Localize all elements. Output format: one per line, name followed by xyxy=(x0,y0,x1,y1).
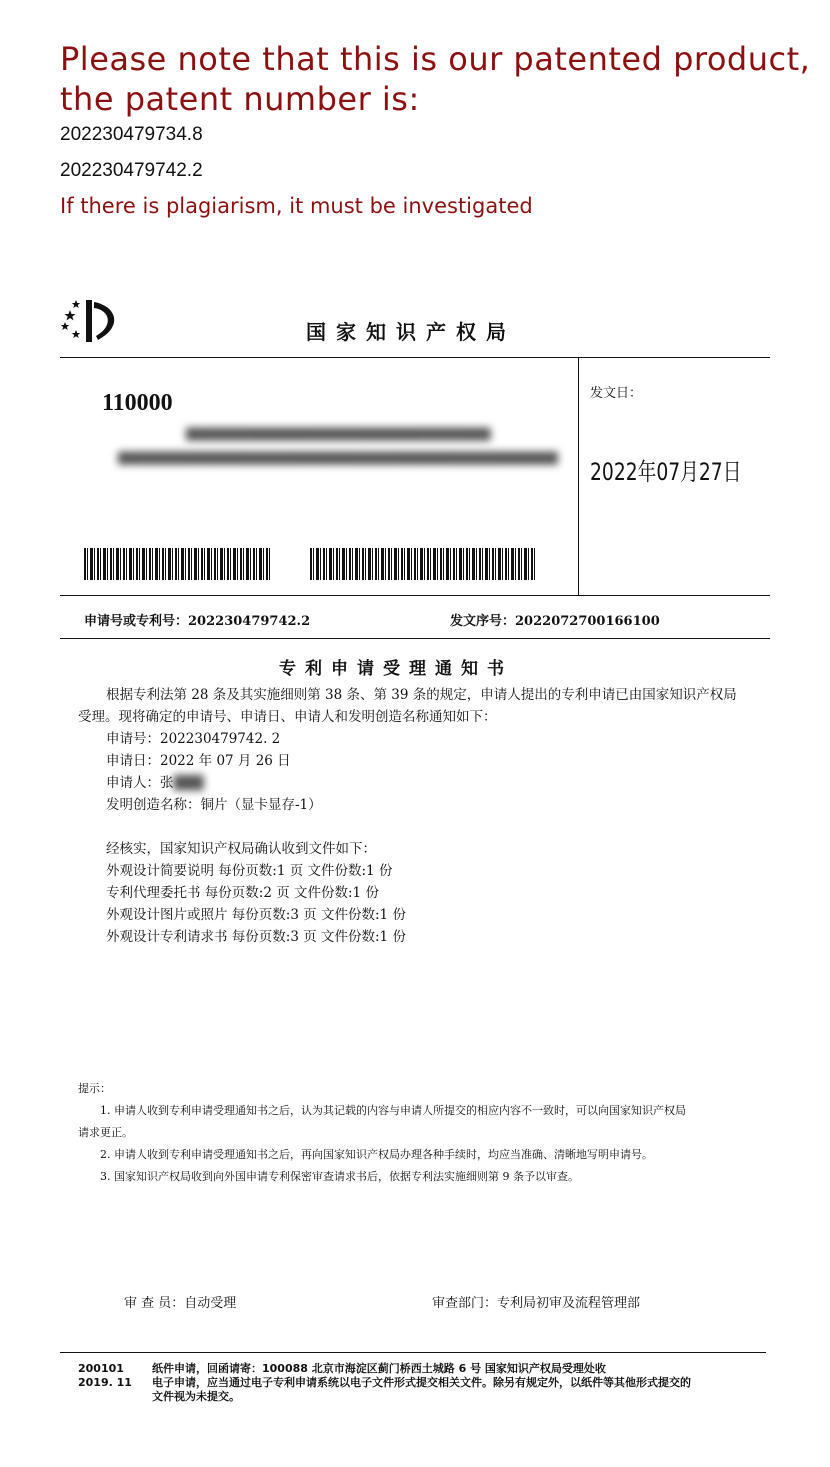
blurred-address-line1: ████████████████████████████████████ xyxy=(186,428,491,441)
application-number-value: 202230479742.2 xyxy=(188,614,311,629)
address-box-bottom-rule xyxy=(60,595,770,596)
cnipa-logo-icon xyxy=(58,296,128,346)
examiner: 审 查 员：自动受理 xyxy=(124,1296,237,1311)
file-item: 专利代理委托书 每份页数:2 页 文件份数:1 份 xyxy=(106,885,379,901)
notice-title: 专利申请受理通知书 xyxy=(279,659,513,679)
serial-number-value: 2022072700166100 xyxy=(515,614,660,629)
patent-number-1: 202230479734.8 xyxy=(60,124,203,145)
hint-1b: 请求更正。 xyxy=(78,1126,133,1139)
patent-notice-line2: the patent number is: xyxy=(60,80,420,118)
footer-electronic-application-1: 电子申请，应当通过电子专利申请系统以电子文件形式提交相关文件。除另有规定外，以纸件等其他形式提交的 xyxy=(152,1376,691,1389)
top-rule xyxy=(60,357,770,358)
date-divider xyxy=(578,358,579,596)
examination-department: 审查部门：专利局初审及流程管理部 xyxy=(432,1296,641,1311)
verified-text: 经核实，国家知识产权局确认收到文件如下： xyxy=(106,841,376,857)
footer-rule xyxy=(60,1352,766,1353)
footer-electronic-application-2: 文件视为未提交。 xyxy=(152,1390,240,1403)
file-item: 外观设计图片或照片 每份页数:3 页 文件份数:1 份 xyxy=(106,907,406,923)
patent-number-2: 202230479742.2 xyxy=(60,160,203,181)
issue-date-value: 2022年07月27日 xyxy=(590,458,742,486)
serial-number-label: 发文序号： xyxy=(450,614,516,629)
office-name: 国家知识产权局 xyxy=(306,320,516,344)
hint-1a: 1. 申请人收到专利申请受理通知书之后，认为其记载的内容与申请人所提交的相应内容不一致时，可以向国家知识产权局 xyxy=(100,1104,686,1117)
applicant-row xyxy=(106,772,204,795)
blurred-applicant-name: ███ xyxy=(173,776,204,791)
form-code: 200101 xyxy=(78,1362,124,1375)
hint-2: 2. 申请人收到专利申请受理通知书之后，再向国家知识产权局办理各种手续时，均应当准确、清晰地写明申请号。 xyxy=(100,1148,653,1161)
serial-number-row xyxy=(450,610,660,629)
file-item: 外观设计简要说明 每份页数:1 页 文件份数:1 份 xyxy=(106,863,393,879)
notice-intro-1: 根据专利法第 28 条及其实施细则第 38 条、第 39 条的规定，申请人提出的专利申请已由国家知识产权局 xyxy=(106,687,737,703)
application-date: 申请日：2022 年 07 月 26 日 xyxy=(106,753,291,769)
plagiarism-warning: If there is plagiarism, it must be investigated xyxy=(60,194,533,218)
barcode-left xyxy=(84,548,270,580)
applicant: 申请人：张 xyxy=(106,775,174,791)
patent-notice-line1: Please note that this is our patented product, xyxy=(60,40,811,78)
footer-paper-application: 纸件申请，回函请寄：100088 北京市海淀区蓟门桥西土城路 6 号 国家知识产权局受理处收 xyxy=(152,1362,606,1375)
hints-title: 提示： xyxy=(78,1082,111,1095)
issue-date-label: 发文日： xyxy=(590,386,643,401)
application-number-label: 申请号或专利号： xyxy=(84,614,189,629)
barcode-right xyxy=(310,548,536,580)
application-no: 申请号：202230479742. 2 xyxy=(106,731,281,747)
numbers-rule xyxy=(60,638,770,639)
form-version: 2019. 11 xyxy=(78,1376,132,1389)
postcode: 110000 xyxy=(102,390,173,416)
application-number-row xyxy=(84,610,310,629)
file-item: 外观设计专利请求书 每份页数:3 页 文件份数:1 份 xyxy=(106,929,406,945)
blurred-address-line2: ████████████████████████████████████████████████████ xyxy=(118,452,558,465)
hint-3: 3. 国家知识产权局收到向外国申请专利保密审查请求书后，依据专利法实施细则第 9 条予以审查。 xyxy=(100,1170,579,1183)
invention-name: 发明创造名称：铜片（显卡显存-1） xyxy=(106,797,322,813)
notice-intro-2: 受理。现将确定的申请号、申请日、申请人和发明创造名称通知如下： xyxy=(78,709,497,725)
